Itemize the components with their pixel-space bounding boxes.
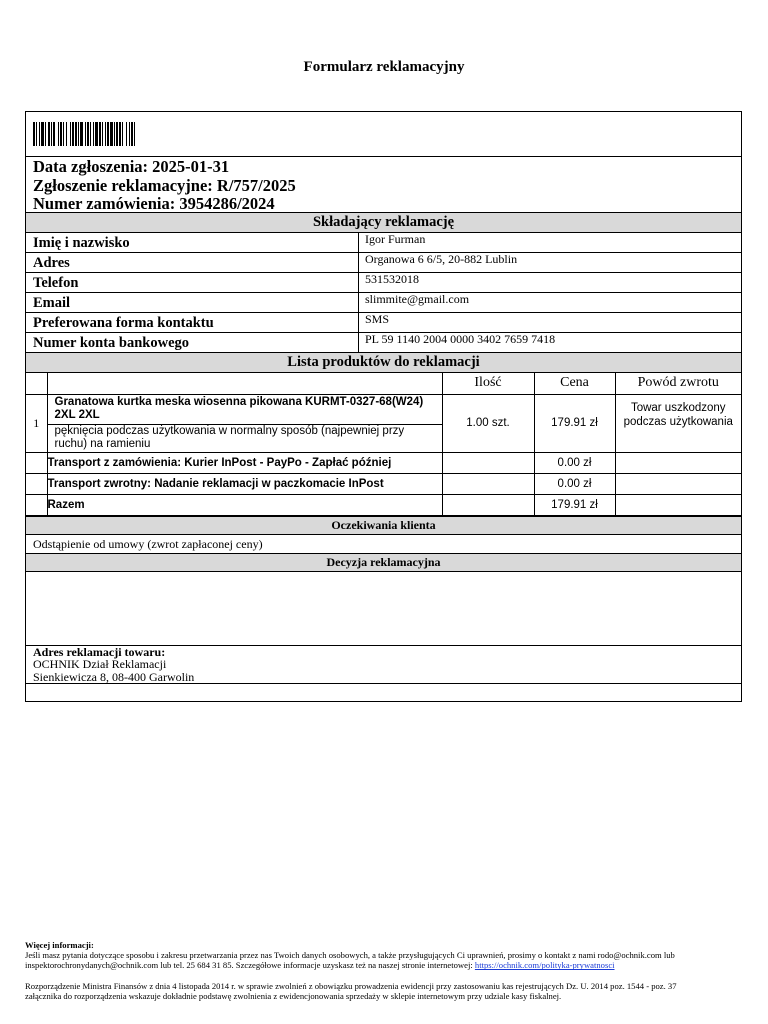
products-table	[26, 373, 741, 516]
expectations-section-title: Oczekiwania klienta	[26, 517, 741, 535]
table-row-total	[26, 494, 741, 515]
item-quantity: 1.00 szt.	[442, 394, 534, 452]
footer	[25, 940, 745, 1001]
transport-return-price: 0.00 zł	[534, 473, 615, 494]
field-value: Igor Furman	[365, 232, 426, 246]
column-header	[26, 373, 47, 394]
privacy-policy-link[interactable]: https://ochnik.com/polityka-prywatnosci	[474, 960, 615, 971]
transport-order-price: 0.00 zł	[534, 452, 615, 473]
field-value: SMS	[365, 312, 390, 326]
barcode-row	[26, 112, 741, 157]
field-value: 531532018	[365, 272, 419, 286]
regulation-text-2: załącznika do rozporządzenia wskazuje dokładnie podstawę zwolnienia z ewidencjonowania sprzedaży w sklepie internetowym przy udziale kasy fiskalnej.	[25, 990, 562, 1001]
column-header-quantity: Ilość	[442, 373, 534, 394]
barcode-image	[33, 122, 185, 146]
field-value: Organowa 6 6/5, 20-882 Lublin	[365, 252, 518, 266]
return-address-label: Adres reklamacji towaru:	[33, 644, 166, 659]
transport-return-label: Transport zwrotny: Nadanie reklamacji w paczkomacie InPost	[47, 473, 442, 494]
products-section-title: Lista produktów do reklamacji	[26, 353, 741, 373]
field-row-email	[26, 293, 741, 313]
return-address-line1: OCHNIK Dział Reklamacji	[33, 657, 167, 671]
item-name: Granatowa kurtka meska wiosenna pikowana KURMT-0327-68(W24) 2XL 2XL	[54, 395, 424, 421]
total-label: Razem	[47, 494, 442, 515]
complaint-number: Zgłoszenie reklamacyjne: R/757/2025	[33, 175, 296, 195]
table-row	[26, 473, 741, 494]
field-label: Telefon	[26, 273, 359, 292]
field-row-address	[26, 253, 741, 273]
column-header	[47, 373, 442, 394]
item-reason-detail: pęknięcia podczas użytkowania w normalny sposób (najpewniej przy ruchu) na ramieniu	[48, 424, 442, 452]
products-header-row	[26, 373, 741, 394]
products-table-wrapper	[26, 373, 741, 517]
field-label: Numer konta bankowego	[26, 333, 359, 352]
column-header-price: Cena	[534, 373, 615, 394]
complaint-form	[25, 111, 742, 702]
submission-date: Data zgłoszenia: 2025-01-31	[33, 157, 230, 176]
empty-row	[26, 684, 741, 701]
decision-section-title: Decyzja reklamacyjna	[26, 554, 741, 572]
field-label: Adres	[26, 253, 359, 272]
field-row-contact-preference	[26, 313, 741, 333]
item-return-reason: Towar uszkodzony podczas użytkowania	[615, 394, 741, 452]
privacy-text-1: Jeśli masz pytania dotyczące sposobu i zakresu przetwarzania przez nas Twoich danych osobowych, a także przysługujących Ci uprawnień, prosimy o kontakt z nami rodo@ochnik.com lub	[25, 950, 675, 961]
table-row	[26, 452, 741, 473]
complaint-header	[26, 157, 741, 213]
applicant-section-title: Składający reklamację	[26, 213, 741, 233]
item-number: 1	[26, 394, 47, 452]
total-price: 179.91 zł	[534, 494, 615, 515]
expectations-text: Odstąpienie od umowy (zwrot zapłaconej ceny)	[26, 535, 741, 554]
field-row-phone	[26, 273, 741, 293]
document-title: Formularz reklamacyjny	[303, 59, 465, 75]
table-row	[26, 394, 741, 452]
decision-body	[26, 572, 741, 646]
transport-order-label: Transport z zamówienia: Kurier InPost - PayPo - Zapłać później	[47, 452, 442, 473]
field-value: slimmite@gmail.com	[365, 292, 470, 306]
order-number: Numer zamówienia: 3954286/2024	[33, 194, 275, 213]
regulation-text-1: Rozporządzenie Ministra Finansów z dnia 4 listopada 2014 r. w sprawie zwolnień z obowiązku prowadzenia ewidencji przy zastosowaniu kas rejestrujących Dz. U. 2014 poz. 1544 - poz. 37	[25, 980, 677, 991]
column-header-return-reason: Powód zwrotu	[615, 373, 741, 394]
item-description	[47, 394, 442, 452]
return-address-line2: Sienkiewicza 8, 08-400 Garwolin	[33, 669, 195, 684]
field-row-name	[26, 233, 741, 253]
field-label: Imię i nazwisko	[26, 233, 359, 252]
return-address-block	[26, 646, 741, 684]
privacy-text-2: inspektorochronydanych@ochnik.com lub tel. 25 684 31 85. Szczegółowe informacje uzyskasz też na naszej stronie internetowej:	[25, 960, 473, 971]
more-info-label: Więcej informacji:	[25, 940, 94, 950]
privacy-text-2-container	[25, 960, 745, 970]
item-price: 179.91 zł	[534, 394, 615, 452]
field-label: Email	[26, 293, 359, 312]
field-row-bank-account	[26, 333, 741, 353]
field-value: PL 59 1140 2004 0000 3402 7659 7418	[365, 332, 556, 346]
field-label: Preferowana forma kontaktu	[26, 313, 359, 332]
